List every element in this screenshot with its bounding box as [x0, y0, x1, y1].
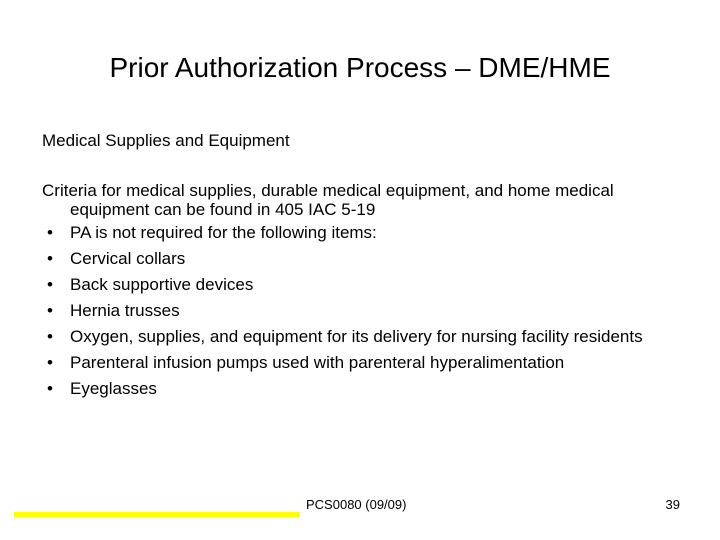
list-item-text: Eyeglasses	[70, 379, 157, 398]
bullet-icon: •	[47, 301, 53, 320]
footer-code: PCS0080 (09/09)	[306, 497, 407, 512]
bullet-icon: •	[47, 223, 53, 242]
body-block	[42, 181, 682, 405]
subheading: Medical Supplies and Equipment	[42, 131, 290, 150]
list-item-text: Cervical collars	[70, 249, 186, 268]
list-item	[42, 353, 682, 372]
intro-text: Criteria for medical supplies, durable medical equipment, and home medical equipment can be found in 405 IAC 5-19	[42, 181, 614, 219]
bullet-icon: •	[47, 327, 53, 346]
bullet-icon: •	[47, 353, 53, 372]
list-item	[42, 327, 682, 346]
bullet-icon: •	[47, 249, 53, 268]
bullet-list	[42, 223, 682, 398]
page-number: 39	[665, 497, 680, 512]
list-item-text: PA is not required for the following items:	[70, 223, 377, 242]
list-item-text: Oxygen, supplies, and equipment for its delivery for nursing facility residents	[70, 327, 643, 346]
list-item	[42, 275, 682, 294]
list-item	[42, 223, 682, 242]
list-item	[42, 301, 682, 320]
list-item-text: Hernia trusses	[70, 301, 180, 320]
bullet-icon: •	[47, 379, 53, 398]
list-item	[42, 379, 682, 398]
bullet-icon: •	[47, 275, 53, 294]
footer-accent-bar	[14, 512, 300, 517]
list-item-text: Back supportive devices	[70, 275, 254, 294]
list-item	[42, 249, 682, 268]
slide-title: Prior Authorization Process – DME/HME	[109, 52, 611, 83]
list-item-text: Parenteral infusion pumps used with parenteral hyperalimentation	[70, 353, 565, 372]
